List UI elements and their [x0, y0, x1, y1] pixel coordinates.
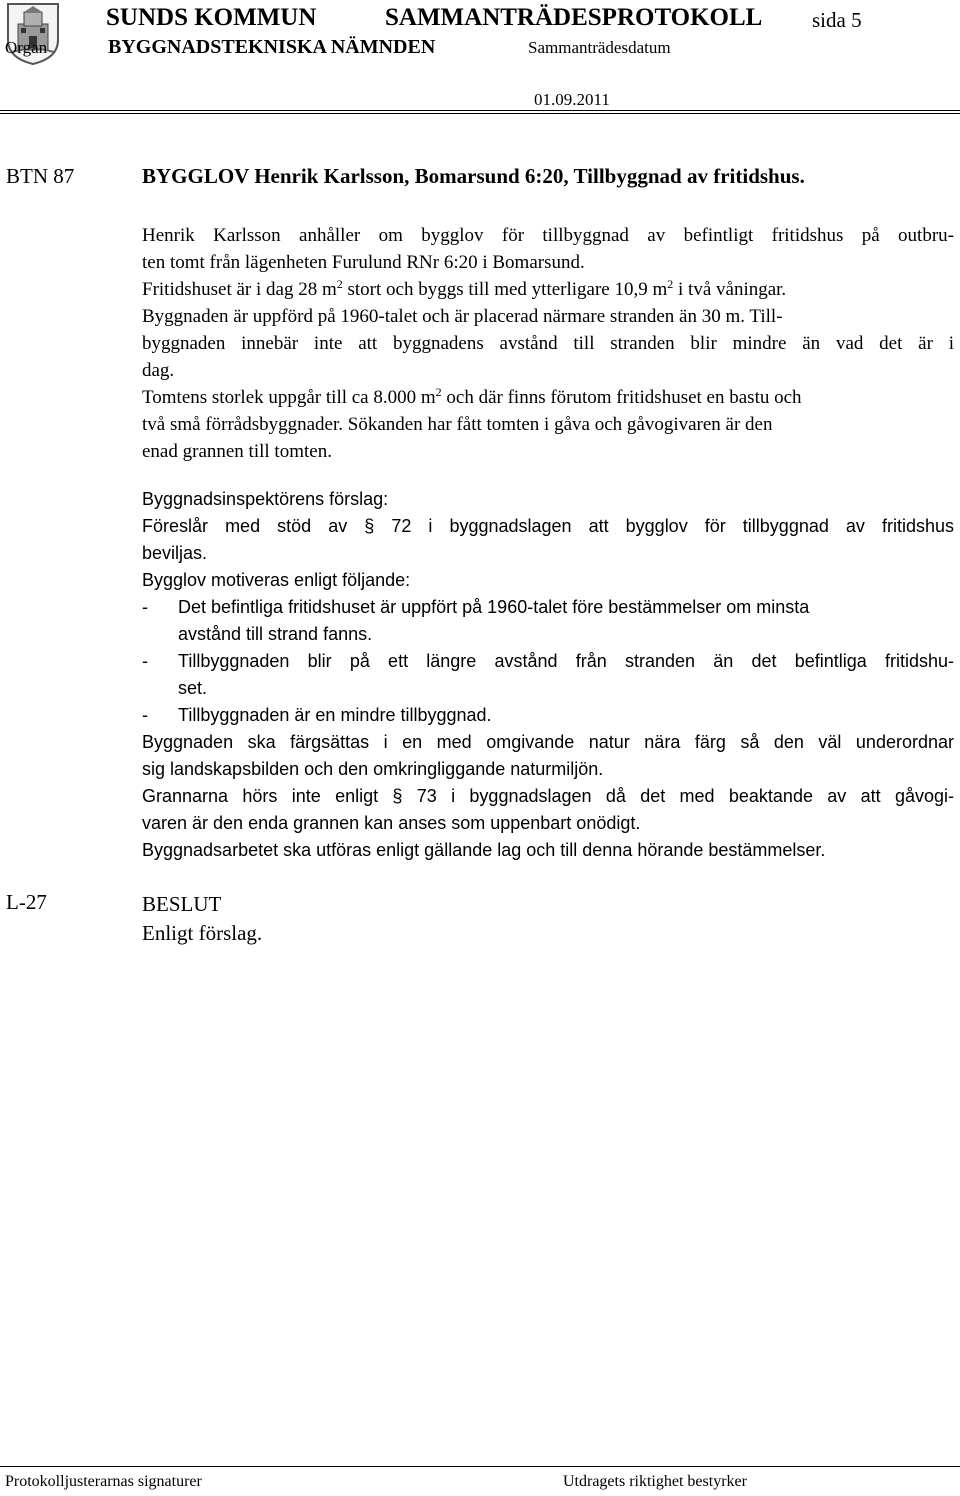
text-line: ten tomt från lägenheten Furulund RNr 6:20 i Bomarsund. [142, 252, 585, 273]
text-line: Det befintliga fritidshuset är uppfört på 1960-talet före bestämmelser om minsta [178, 597, 810, 617]
text-line: Tillbyggnaden blir på ett längre avstånd från stranden än det befintliga fritidshu- [178, 651, 954, 671]
text-fragment: och där finns förutom fritidshuset en bastu och [441, 387, 802, 408]
footer-divider [0, 1466, 960, 1467]
document-type: SAMMANTRÄDESPROTOKOLL [385, 4, 763, 31]
superscript: 2 [667, 277, 674, 291]
proposal-heading: Byggnadsinspektörens förslag: [142, 489, 389, 509]
decision-block [142, 890, 262, 948]
text-fragment: Fritidshuset är i dag 28 m [142, 279, 337, 300]
list-item-text [178, 594, 954, 648]
list-item-text [178, 648, 954, 702]
section-title: BYGGLOV Henrik Karlsson, Bomarsund 6:20, Tillbyggnad av fritidshus. [142, 164, 805, 188]
section-number: BTN 87 [6, 164, 75, 188]
text-line: beviljas. [142, 543, 208, 563]
footer-certification-label: Utdragets riktighet bestyrker [563, 1473, 747, 1490]
text-line: två små förrådsbyggnader. Sökanden har fått tomten i gåva och gåvogivaren är den [142, 414, 773, 435]
superscript: 2 [336, 277, 343, 291]
text-line: dag. [142, 360, 175, 381]
text-line: enad grannen till tomten. [142, 441, 332, 462]
text-line: Föreslår med stöd av § 72 i byggnadslagen att bygglov för tillbyggnad av fritidshus [142, 516, 954, 536]
list-item [142, 594, 954, 648]
superscript: 2 [435, 385, 442, 399]
list-dash: - [142, 651, 148, 671]
list-dash: - [142, 597, 148, 617]
list-item [142, 648, 954, 702]
text-line: byggnaden innebär inte att byggnadens avstånd till stranden blir mindre än vad det är i [142, 333, 954, 354]
text-line: Byggnaden är uppförd på 1960-talet och är placerad närmare stranden än 30 m. Till- [142, 306, 783, 327]
header-divider [0, 110, 960, 111]
organ-label: Organ [5, 38, 48, 57]
footer-signatures-label: Protokolljusterarnas signaturer [5, 1473, 202, 1490]
text-line: Grannarna hörs inte enligt § 73 i byggnadslagen då det med beaktande av att gåvogi- [142, 786, 954, 806]
list-item [142, 702, 954, 729]
text-fragment: i två våningar. [673, 279, 787, 300]
text-line: Henrik Karlsson anhåller om bygglov för tillbyggnad av befintligt fritidshus på outbru- [142, 225, 954, 246]
header-divider-second [0, 113, 960, 114]
text-line: set. [178, 678, 208, 698]
inspector-proposal [142, 486, 954, 864]
text-line [142, 276, 954, 303]
text-fragment: stort och byggs till med ytterligare 10,9 m [342, 279, 668, 300]
list-item-text [178, 702, 954, 729]
case-description [142, 222, 954, 465]
decision-code: L-27 [6, 890, 47, 914]
text-line: sig landskapsbilden och den omkringliggande naturmiljön. [142, 759, 604, 779]
page-number: sida 5 [812, 8, 862, 32]
organ-name: BYGGNADSTEKNISKA NÄMNDEN [108, 36, 436, 58]
text-line: avstånd till strand fanns. [178, 624, 373, 644]
meeting-date-label: Sammanträdesdatum [528, 38, 671, 57]
meeting-date: 01.09.2011 [534, 90, 610, 109]
decision-heading: BESLUT [142, 892, 222, 916]
text-line: Byggnadsarbetet ska utföras enligt gällande lag och till denna hörande bestämmelser. [142, 840, 826, 860]
text-line: varen är den enda grannen kan anses som uppenbart onödigt. [142, 813, 641, 833]
list-dash: - [142, 705, 148, 725]
municipality-name: SUNDS KOMMUN [106, 4, 317, 31]
text-line [142, 384, 954, 411]
decision-text: Enligt förslag. [142, 921, 263, 945]
text-fragment: Tomtens storlek uppgår till ca 8.000 m [142, 387, 436, 408]
motivation-heading: Bygglov motiveras enligt följande: [142, 570, 411, 590]
text-line: Byggnaden ska färgsättas i en med omgivande natur nära färg så den väl underordnar [142, 732, 954, 752]
text-line: Tillbyggnaden är en mindre tillbyggnad. [178, 705, 492, 725]
